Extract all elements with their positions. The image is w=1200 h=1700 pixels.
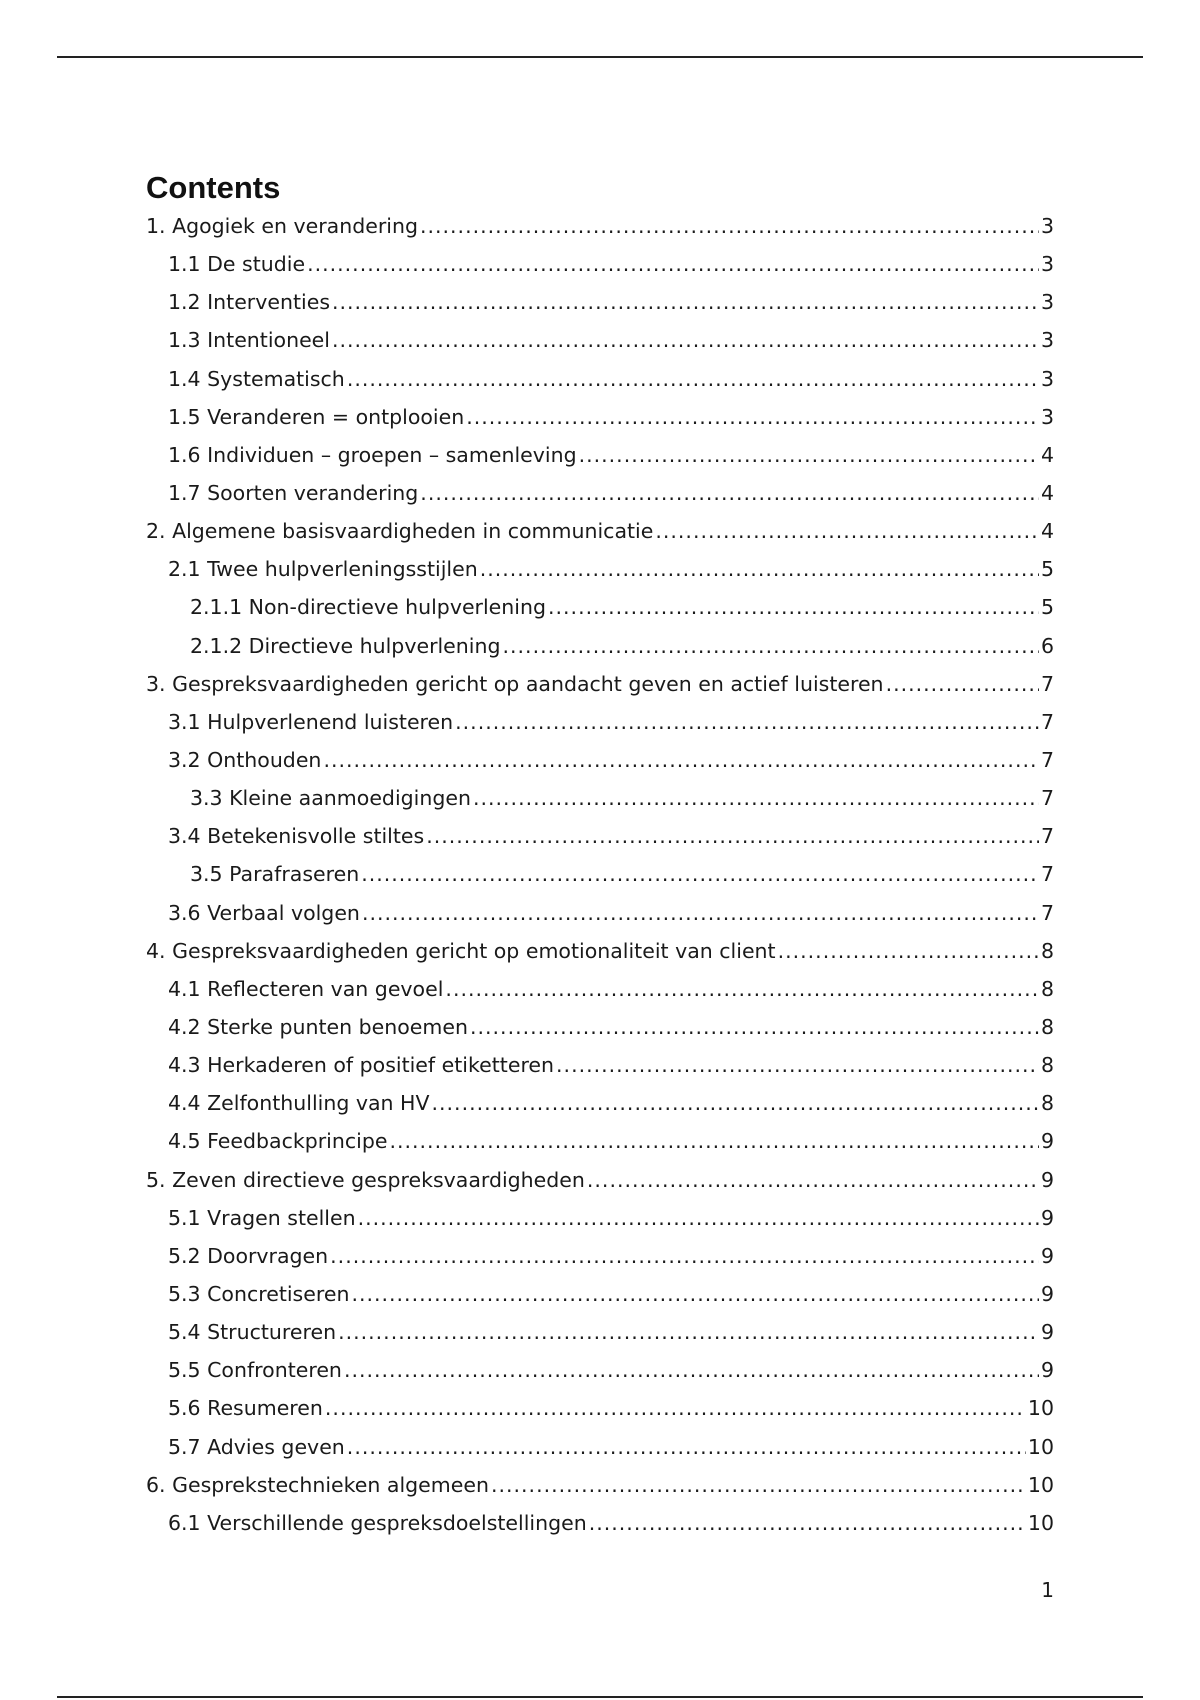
toc-entry[interactable]: [146, 977, 1054, 1015]
toc-entry-page: 7: [1040, 709, 1054, 734]
toc-entry-label: 3.3 Kleine aanmoedigingen: [190, 786, 471, 811]
toc-entry[interactable]: [146, 901, 1054, 939]
toc-entry-page: 8: [1040, 1091, 1054, 1116]
toc-entry-label: 4.3 Herkaderen of positief etiketteren: [168, 1053, 555, 1078]
toc-entry-label: 5.4 Structureren: [168, 1320, 337, 1345]
toc-entry-page: 9: [1040, 1205, 1054, 1230]
toc-entry-label: 2.1.2 Directieve hulpverlening: [190, 633, 501, 658]
toc-dot-leader: [778, 939, 1039, 963]
toc-entry-page: 8: [1040, 1053, 1054, 1078]
toc-dot-leader: [579, 443, 1039, 467]
toc-entry-page: 3: [1040, 404, 1054, 429]
toc-entry-page: 4: [1040, 480, 1054, 505]
toc-entry-label: 4.5 Feedbackprincipe: [168, 1129, 388, 1154]
toc-dot-leader: [389, 1129, 1038, 1153]
toc-entry[interactable]: [146, 367, 1054, 405]
toc-entry[interactable]: [146, 1358, 1054, 1396]
toc-entry[interactable]: [146, 672, 1054, 710]
toc-entry-page: 3: [1040, 290, 1054, 315]
toc-dot-leader: [351, 1282, 1039, 1306]
toc-entry[interactable]: [146, 1168, 1054, 1206]
toc-dot-leader: [491, 1473, 1026, 1497]
toc-entry[interactable]: [146, 1473, 1054, 1511]
toc-entry-page: 4: [1040, 442, 1054, 467]
toc-entry-label: 1.3 Intentioneel: [168, 328, 330, 353]
toc-entry-label: 4.4 Zelfonthulling van HV: [168, 1091, 430, 1116]
toc-entry[interactable]: [146, 1206, 1054, 1244]
toc-dot-leader: [362, 901, 1039, 925]
toc-entry[interactable]: [146, 328, 1054, 366]
toc-entry-page: 5: [1040, 595, 1054, 620]
toc-entry-label: 3.1 Hulpverlenend luisteren: [168, 709, 454, 734]
toc-dot-leader: [426, 824, 1039, 848]
toc-title: Contents: [146, 170, 281, 205]
toc-dot-leader: [338, 1320, 1039, 1344]
toc-entry-label: 3.6 Verbaal volgen: [168, 900, 360, 925]
toc-dot-leader: [332, 328, 1039, 352]
toc-entry-label: 2.1 Twee hulpverleningsstijlen: [168, 557, 478, 582]
toc-entry-label: 1.2 Interventies: [168, 290, 330, 315]
toc-dot-leader: [556, 1053, 1039, 1077]
toc-entry-page: 4: [1040, 519, 1054, 544]
toc-entry-label: 5.6 Resumeren: [168, 1396, 323, 1421]
toc-entry[interactable]: [146, 557, 1054, 595]
toc-dot-leader: [445, 977, 1039, 1001]
toc-dot-leader: [344, 1358, 1039, 1382]
toc-entry-label: 2. Algemene basisvaardigheden in communicatie: [146, 519, 654, 544]
toc-entry[interactable]: [146, 481, 1054, 519]
toc-entry-page: 7: [1040, 824, 1054, 849]
toc-dot-leader: [503, 634, 1039, 658]
toc-dot-leader: [420, 214, 1039, 238]
toc-entry-page: 10: [1027, 1434, 1054, 1459]
toc-entry-page: 10: [1027, 1396, 1054, 1421]
toc-entry[interactable]: [146, 214, 1054, 252]
toc-entry[interactable]: [146, 1435, 1054, 1473]
toc-entry-page: 5: [1040, 557, 1054, 582]
toc-entry-label: 5.3 Concretiseren: [168, 1281, 350, 1306]
toc-dot-leader: [548, 595, 1039, 619]
toc-dot-leader: [455, 710, 1039, 734]
toc-entry-page: 9: [1040, 1281, 1054, 1306]
toc-dot-leader: [473, 786, 1039, 810]
toc-entry-page: 8: [1040, 976, 1054, 1001]
toc-dot-leader: [332, 290, 1039, 314]
toc-entry-label: 5.5 Confronteren: [168, 1358, 342, 1383]
toc-entry[interactable]: [146, 1396, 1054, 1434]
header-rule: [57, 56, 1143, 58]
toc-dot-leader: [330, 1244, 1039, 1268]
toc-entry[interactable]: [146, 290, 1054, 328]
toc-entry[interactable]: [146, 862, 1054, 900]
toc-entry[interactable]: [146, 710, 1054, 748]
toc-entry[interactable]: [146, 786, 1054, 824]
toc-entry-label: 3.5 Parafraseren: [190, 862, 360, 887]
toc-entry-label: 1.1 De studie: [168, 252, 306, 277]
toc-dot-leader: [323, 748, 1039, 772]
toc-dot-leader: [886, 672, 1039, 696]
toc-entry-label: 6. Gesprekstechnieken algemeen: [146, 1472, 489, 1497]
toc-entry-label: 1. Agogiek en verandering: [146, 214, 418, 238]
toc-entry-page: 10: [1027, 1472, 1054, 1497]
toc-entry-page: 8: [1040, 938, 1054, 963]
toc-entry-label: 3.4 Betekenisvolle stiltes: [168, 824, 425, 849]
toc-entry[interactable]: [146, 405, 1054, 443]
toc-entry[interactable]: [146, 595, 1054, 633]
toc-entry-page: 3: [1040, 328, 1054, 353]
toc-entry-page: 9: [1040, 1320, 1054, 1345]
toc-dot-leader: [466, 405, 1039, 429]
toc-entry-page: 9: [1040, 1358, 1054, 1383]
toc-entry[interactable]: [146, 519, 1054, 557]
toc-entry-label: 4.2 Sterke punten benoemen: [168, 1014, 468, 1039]
toc-entry[interactable]: [146, 748, 1054, 786]
toc-entry-page: 10: [1027, 1510, 1054, 1535]
toc-dot-leader: [307, 252, 1039, 276]
toc-dot-leader: [432, 1091, 1039, 1115]
toc-entry-page: 7: [1040, 786, 1054, 811]
toc-dot-leader: [587, 1168, 1039, 1192]
toc-dot-leader: [470, 1015, 1039, 1039]
table-of-contents: [146, 168, 1054, 1549]
toc-entry[interactable]: [146, 939, 1054, 977]
toc-dot-leader: [420, 481, 1039, 505]
toc-entry-label: 5.7 Advies geven: [168, 1434, 345, 1459]
toc-entry-page: 7: [1040, 671, 1054, 696]
toc-entry[interactable]: [146, 443, 1054, 481]
toc-dot-leader: [358, 1206, 1039, 1230]
toc-entry[interactable]: [146, 824, 1054, 862]
toc-dot-leader: [655, 519, 1039, 543]
toc-dot-leader: [480, 557, 1039, 581]
toc-dot-leader: [325, 1396, 1026, 1420]
toc-entry-label: 2.1.1 Non-directieve hulpverlening: [190, 595, 546, 620]
toc-entry[interactable]: [146, 1129, 1054, 1167]
toc-entry[interactable]: [146, 634, 1054, 672]
toc-entry-label: 1.7 Soorten verandering: [168, 480, 419, 505]
toc-entry-label: 1.5 Veranderen = ontplooien: [168, 404, 465, 429]
toc-entry-label: 6.1 Verschillende gespreksdoelstellingen: [168, 1510, 587, 1535]
toc-entry-page: 9: [1040, 1243, 1054, 1268]
toc-dot-leader: [347, 367, 1039, 391]
toc-entry[interactable]: [146, 252, 1054, 290]
toc-entry-label: 4.1 Reflecteren van gevoel: [168, 976, 444, 1001]
toc-list: [146, 214, 1054, 1549]
toc-entry-page: 3: [1040, 366, 1054, 391]
toc-entry-page: 8: [1040, 1014, 1054, 1039]
toc-entry-page: 3: [1040, 252, 1054, 277]
toc-entry-page: 9: [1040, 1129, 1054, 1154]
toc-entry-label: 1.6 Individuen – groepen – samenleving: [168, 442, 577, 467]
toc-entry[interactable]: [146, 1511, 1054, 1549]
toc-entry-page: 7: [1040, 900, 1054, 925]
toc-entry-label: 5. Zeven directieve gespreksvaardigheden: [146, 1167, 585, 1192]
toc-entry-page: 7: [1040, 747, 1054, 772]
toc-entry-label: 5.1 Vragen stellen: [168, 1205, 356, 1230]
toc-entry-label: 5.2 Doorvragen: [168, 1243, 329, 1268]
toc-entry[interactable]: [146, 1053, 1054, 1091]
toc-entry-page: 9: [1040, 1167, 1054, 1192]
toc-entry[interactable]: [146, 1282, 1054, 1320]
toc-dot-leader: [589, 1511, 1026, 1535]
toc-entry-label: 3. Gespreksvaardigheden gericht op aandacht geven en actief luisteren: [146, 671, 884, 696]
toc-entry[interactable]: [146, 1320, 1054, 1358]
toc-dot-leader: [361, 862, 1039, 886]
toc-entry[interactable]: [146, 1091, 1054, 1129]
toc-entry-page: 6: [1040, 633, 1054, 658]
toc-entry-label: 4. Gespreksvaardigheden gericht op emotionaliteit van client: [146, 938, 776, 963]
toc-entry-label: 3.2 Onthouden: [168, 747, 322, 772]
toc-entry-page: 3: [1040, 214, 1054, 238]
toc-entry-page: 7: [1040, 862, 1054, 887]
footer-rule: [57, 1696, 1143, 1698]
toc-entry-label: 1.4 Systematisch: [168, 366, 345, 391]
toc-dot-leader: [347, 1435, 1026, 1459]
page-number: 1: [1041, 1578, 1054, 1602]
toc-entry[interactable]: [146, 1244, 1054, 1282]
toc-entry[interactable]: [146, 1015, 1054, 1053]
